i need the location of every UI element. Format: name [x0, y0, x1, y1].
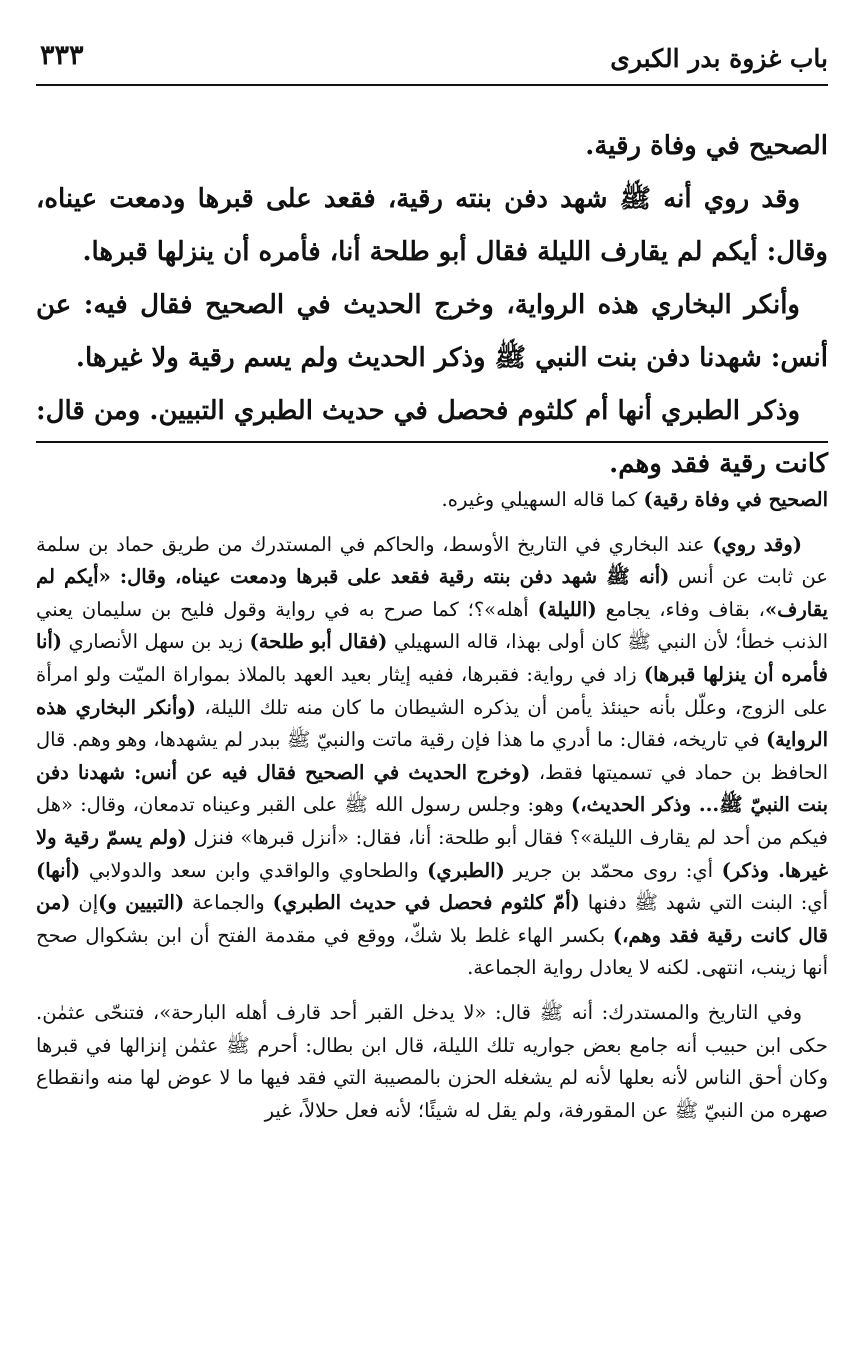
- commentary-bold: (وأنكر البخاري هذه الرواية): [36, 695, 828, 752]
- commentary-run: أي: البنت التي شهد ﷺ دفنها: [579, 891, 828, 915]
- commentary-paragraph: وفي التاريخ والمستدرك: أنه ﷺ قال: «لا يدخل القبر أحد قارف أهله البارحة»، فتنحّى عثمٰن. حكى ابن حبيب أنه جامع بعض جواريه تلك الليلة، قال ابن بطال: أحرم ﷺ عثمٰن إنزالها في قبرها وكان أحق الناس لأنه بعلها لأنه لم يشغله الحزن بالمصيبة التي فقد فيها ما لا عوض لها منه وانقطاع صهره من النبيّ ﷺ عن المقورفة، ولم يقل له شيئًا؛ لأنه فعل حلالاً، غير: [36, 1000, 828, 1122]
- commentary-run: أهله»؟؛ كما صرح به في رواية وقول فليح بن سليمان يعني الذنب خطأ؛ لأن النبي ﷺ كان أولى بهذا، قاله السهيلي: [36, 597, 829, 654]
- commentary-run: بكسر الهاء غلط بلا شكّ، ووقع في مقدمة الفتح أن ابن بشكوال صحح أنها زينب، انتهى. لكنه لا يعادل رواية الجماعة.: [36, 923, 828, 980]
- commentary-run: والجماعة: [184, 891, 273, 915]
- commentary-bold: (وقد روي): [712, 532, 803, 556]
- commentary-run: إن: [70, 891, 99, 915]
- commentary-bold: (الطبري): [427, 858, 505, 882]
- commentary-run: ، بقاف وفاء، يجامع: [596, 597, 765, 621]
- section-divider: [36, 441, 828, 443]
- commentary-bold: (ولم يسمّ رقية ولا غيرها. وذكر): [36, 825, 828, 882]
- commentary-run: زيد بن سهل الأنصاري: [62, 630, 250, 654]
- commentary-paragraph: [36, 529, 828, 985]
- commentary-run: كما قاله السهيلي وغيره.: [441, 488, 644, 511]
- main-text: [36, 120, 828, 491]
- commentary-bold: (أنا فأمره أن ينزلها قبرها): [36, 630, 829, 686]
- commentary-bold: (وخرج الحديث في الصحيح فقال فيه عن أنس: شهدنا دفن بنت النبيّ ﷺ... وذكر الحديث،): [36, 760, 829, 817]
- main-text-paragraph: الصحيح في وفاة رقية.: [585, 131, 828, 161]
- main-text-paragraph: وذكر الطبري أنها أم كلثوم فحصل في حديث الطبري التبيين. ومن قال: كانت رقية فقد وهم.: [36, 396, 828, 479]
- commentary-bold: (أنه ﷺ شهد دفن بنته رقية فقعد على قبرها ودمعت عيناه، وقال: «أيكم لم يقارف»: [36, 565, 828, 621]
- commentary-run: أي: روى محمّد بن جرير: [504, 858, 722, 882]
- main-text-paragraph: وأنكر البخاري هذه الرواية، وخرج الحديث في الصحيح فقال فيه: عن أنس: شهدنا دفن بنت النبي ﷺ وذكر الحديث ولم يسم رقية ولا غيرها.: [36, 290, 828, 373]
- running-header: [36, 38, 828, 86]
- commentary-bold: (أمّ كلثوم فحصل في حديث الطبري): [272, 891, 580, 915]
- chapter-title: باب غزوة بدر الكبرى: [610, 44, 828, 73]
- commentary-run: زاد في رواية: فقبرها، ففيه إيثار بعيد العهد بالملاذ بمواراة الميّت ولو امرأة على الزوج، وعلّل بأنه حينئذ يأمن أن يذكره الشيطان ما كان منه تلك الليلة،: [36, 662, 828, 719]
- commentary-run: وهو: وجلس رسول الله ﷺ على القبر وعيناه تدمعان، وقال: «هل فيكم من أحد لم يقارف الليلة»؟ فقال أبو طلحة: أنا، فقال: «أنزل قبرها» فنزل: [36, 793, 828, 849]
- commentary-bold: (فقال أبو طلحة): [249, 630, 388, 654]
- commentary-bold: الصحيح في وفاة رقية): [643, 488, 828, 511]
- commentary-text: [36, 484, 828, 1127]
- commentary-run: عند البخاري في التاريخ الأوسط، والحاكم في المستدرك من طريق حماد بن سلمة عن ثابت عن أنس: [36, 532, 828, 589]
- page-number: ٣٣٣: [40, 40, 84, 71]
- main-text-paragraph: وقد روي أنه ﷺ شهد دفن بنته رقية، فقعد على قبرها ودمعت عيناه، وقال: أيكم لم يقارف الليلة فقال أبو طلحة أنا، فأمره أن ينزلها قبرها.: [36, 184, 828, 267]
- commentary-paragraph: [36, 484, 828, 517]
- commentary-bold: (من قال كانت رقية فقد وهم،): [36, 891, 828, 947]
- commentary-bold: (التبيين و): [98, 891, 185, 915]
- commentary-bold: (الليلة): [537, 597, 597, 621]
- commentary-run: والطحاوي والواقدي وابن سعد والدولابي: [80, 858, 428, 882]
- commentary-bold: (أنها): [36, 858, 81, 882]
- commentary-run: في تاريخه، فقال: ما أدري ما هذا فإن رقية ماتت والنبيّ ﷺ ببدر لم يشهدها، وهو وهم. قال الحافظ بن حماد في تسميتها فقط،: [36, 728, 828, 784]
